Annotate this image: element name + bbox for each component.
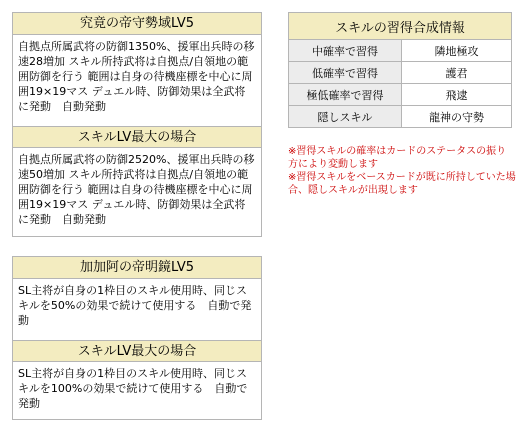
acquisition-info-table bbox=[288, 12, 512, 128]
skill-name: 龍神の守勢 bbox=[402, 106, 512, 128]
info-title: スキルの習得合成情報 bbox=[289, 13, 512, 40]
notes bbox=[288, 145, 516, 197]
table-row bbox=[289, 62, 512, 84]
note-probability: ※習得スキルの確率はカードのステータスの振り方により変動します bbox=[288, 146, 507, 170]
rate-label: 隠しスキル bbox=[289, 106, 402, 128]
skill-max-title: スキルLV最大の場合 bbox=[13, 340, 261, 362]
table-row bbox=[289, 84, 512, 106]
skill-name: 飛逮 bbox=[402, 84, 512, 106]
skill-title: 加加阿の帝明鏡LV5 bbox=[13, 257, 261, 279]
note-hidden-skill: ※習得スキルをベースカードが既に所持していた場合、隠しスキルが出現します bbox=[288, 172, 516, 196]
skill-description: SL主将が自身の1枠目のスキル使用時、同じスキルを50%の効果で続けて使用する 自動で発動 bbox=[18, 284, 252, 327]
skill-name: 護君 bbox=[402, 62, 512, 84]
rate-label: 低確率で習得 bbox=[289, 62, 402, 84]
rate-label: 極低確率で習得 bbox=[289, 84, 402, 106]
rate-label: 中確率で習得 bbox=[289, 40, 402, 62]
skill-panel-1 bbox=[12, 12, 262, 237]
skill-max-title: スキルLV最大の場合 bbox=[13, 126, 261, 148]
skill-panel-2 bbox=[12, 256, 262, 420]
skill-name: 隣地極攻 bbox=[402, 40, 512, 62]
skill-title: 究竟の帝守勢域LV5 bbox=[13, 13, 261, 35]
table-row bbox=[289, 106, 512, 128]
skill-description: 自拠点所属武将の防御1350%、援軍出兵時の移速28増加 スキル所持武将は自拠点/自領地の範囲防御を行う 範囲は自身の待機座標を中心に周囲19×19マス デュエル時、防御効果は全武将に発動 自動発動 bbox=[18, 40, 255, 113]
table-row bbox=[289, 40, 512, 62]
skill-max-description: SL主将が自身の1枠目のスキル使用時、同じスキルを100%の効果で続けて使用する 自動で発動 bbox=[18, 367, 248, 410]
skill-max-description: 自拠点所属武将の防御2520%、援軍出兵時の移速50増加 スキル所持武将は自拠点/自領地の範囲防御を行う 範囲は自身の待機座標を中心に周囲19×19マス デュエル時、防御効果は全武将に発動 自動発動 bbox=[18, 153, 255, 226]
